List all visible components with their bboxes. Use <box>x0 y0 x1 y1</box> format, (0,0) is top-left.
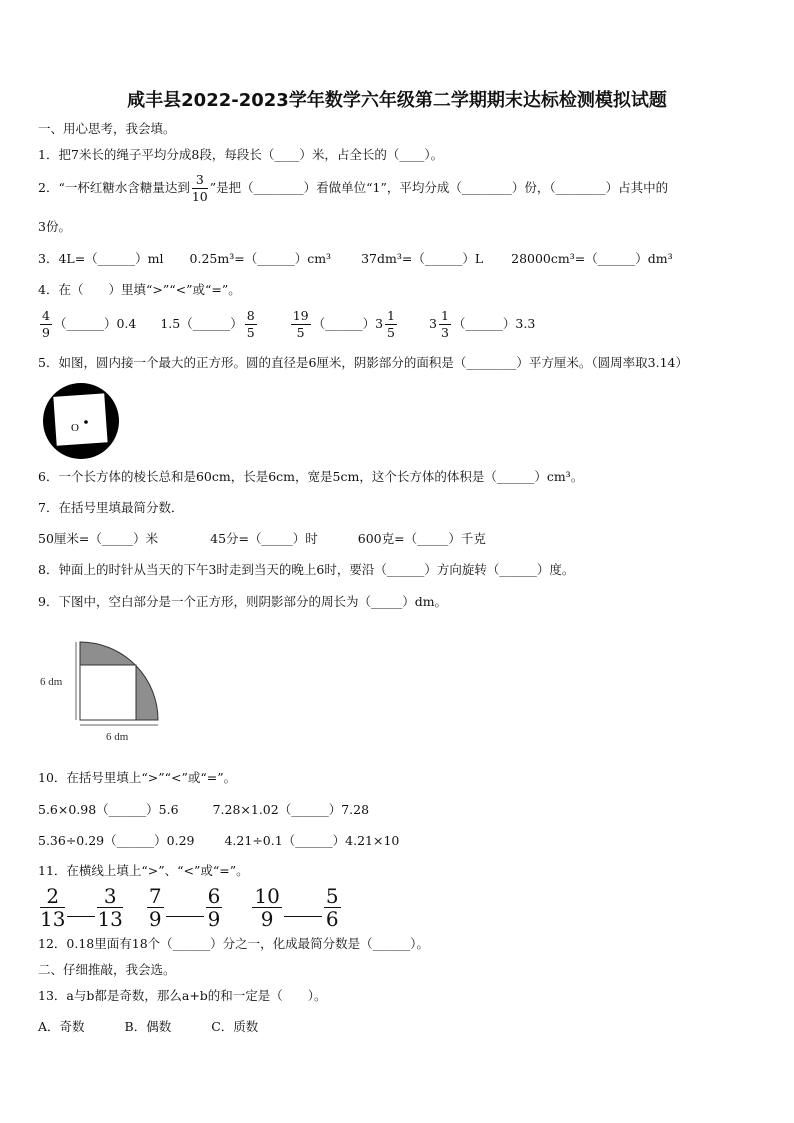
fraction-denominator: 13 <box>40 907 66 931</box>
question-2-pre: 2．“一杯红糖水含糖量达到 <box>38 180 190 195</box>
fraction-7-9 <box>147 885 164 930</box>
question-7-b: 45分=（_____）时 <box>210 531 318 546</box>
compare-blank <box>284 916 322 917</box>
question-2 <box>38 172 668 205</box>
option-c: C．质数 <box>211 1019 259 1034</box>
compare-blank <box>166 916 204 917</box>
question-2-continued: 3份。 <box>38 219 71 234</box>
fraction-numerator: 3 <box>97 885 122 908</box>
fraction-numerator: 2 <box>40 885 65 908</box>
question-4-stem: 4．在（ ）里填“>”“<”或“=”。 <box>38 282 241 297</box>
question-10-c: 5.36÷0.29（______）0.29 <box>38 833 195 848</box>
question-3-b: 0.25m³=（______）cm³ <box>189 251 332 266</box>
fraction-numerator: 7 <box>148 884 162 908</box>
section-1-heading: 一、用心思考，我会填。 <box>38 121 176 136</box>
question-10-row2 <box>38 833 399 849</box>
question-7-stem: 7．在括号里填最简分数． <box>38 500 184 515</box>
fraction-denominator: 5 <box>387 325 395 340</box>
question-3-d: 28000cm³=（______）dm³ <box>511 251 673 266</box>
fraction-numerator: 5 <box>325 884 339 908</box>
question-12: 12．0.18里面有18个（______）分之一，化成最简分数是（______）。 <box>38 936 429 951</box>
fraction-denominator: 6 <box>325 907 339 931</box>
circle-square-figure <box>40 382 122 460</box>
question-1: 1．把7米长的绳子平均分成8段，每段长（____）米，占全长的（____）。 <box>38 147 444 162</box>
fraction-8-5 <box>245 308 257 341</box>
blank-square <box>80 665 136 720</box>
fraction-numerator: 10 <box>254 884 280 908</box>
fraction-denominator: 9 <box>207 907 221 931</box>
question-7-items <box>38 531 486 547</box>
question-4-item4-rest: （______）3.3 <box>452 316 536 331</box>
question-7-a: 50厘米=（_____）米 <box>38 531 159 546</box>
center-point <box>84 420 88 424</box>
fraction-4-9 <box>40 308 52 341</box>
fraction-denominator: 9 <box>148 907 162 931</box>
page-title: 咸丰县2022-2023学年数学六年级第二学期期末达标检测模拟试题 <box>127 90 667 111</box>
fraction-5-6 <box>324 885 341 930</box>
question-4-item3: （______）3 <box>312 316 384 331</box>
section-2-heading: 二、仔细推敲，我会选。 <box>38 962 176 977</box>
fraction-denominator: 5 <box>296 325 305 340</box>
question-13-stem: 13．a与b都是奇数，那么a+b的和一定是（ ）。 <box>38 988 327 1003</box>
question-10-b: 7.28×1.02（______）7.28 <box>212 802 370 817</box>
fraction-denominator: 3 <box>440 325 449 340</box>
fraction-numerator: 1 <box>440 308 449 323</box>
quarter-circle-figure <box>36 637 166 749</box>
fraction-numerator: 3 <box>192 172 208 189</box>
option-b: B．偶数 <box>124 1019 172 1034</box>
question-9: 9．下图中，空白部分是一个正方形，则阴影部分的周长为（_____）dm。 <box>38 594 448 609</box>
question-10-stem: 10．在括号里填上“>”“<”或“=”。 <box>38 770 237 785</box>
fraction-denominator: 9 <box>42 325 50 340</box>
bottom-label: 6 dm <box>106 731 129 743</box>
question-3-c: 37dm³=（______）L <box>361 251 484 266</box>
question-13-options <box>38 1019 258 1035</box>
fraction-19-5 <box>291 308 311 341</box>
fraction-6-9 <box>206 885 223 930</box>
question-10-a: 5.6×0.98（______）5.6 <box>38 802 179 817</box>
fraction-denominator: 13 <box>97 907 123 931</box>
fraction-denominator: 9 <box>260 907 274 931</box>
question-10-d: 4.21÷0.1（______）4.21×10 <box>224 833 400 848</box>
question-4-items <box>38 308 535 341</box>
question-3 <box>38 251 673 267</box>
fraction-numerator: 4 <box>42 308 50 323</box>
fraction-10-9 <box>252 885 281 930</box>
fraction-numerator: 8 <box>246 308 255 323</box>
question-6: 6．一个长方体的棱长总和是60cm，长是6cm，宽是5cm，这个长方体的体积是（______）cm³。 <box>38 469 584 484</box>
question-4-item4: 3 <box>429 316 437 331</box>
question-3-a: 3．4L=（______）ml <box>38 251 164 266</box>
fraction-numerator: 1 <box>387 308 395 323</box>
center-label: O <box>71 422 79 434</box>
compare-blank <box>67 916 95 917</box>
inscribed-square <box>53 393 107 445</box>
question-2-post: ”是把（________）看做单位“1”，平均分成（________）份，（________）占其中的 <box>209 180 669 195</box>
fraction-denominator: 10 <box>191 189 208 204</box>
question-11-stem: 11．在横线上填上“>”、“<”或“=”。 <box>38 863 249 878</box>
question-5: 5．如图，圆内接一个最大的正方形。圆的直径是6厘米，阴影部分的面积是（________）平方厘米。（圆周率取3.14） <box>38 355 688 370</box>
fraction-denominator: 5 <box>246 325 255 340</box>
side-label: 6 dm <box>40 676 63 688</box>
question-8: 8．钟面上的时针从当天的下午3时走到当天的晚上6时，要沿（______）方向旋转（______）度。 <box>38 562 575 577</box>
question-10-row1 <box>38 802 369 818</box>
fraction-2-13 <box>40 885 65 930</box>
fraction-1-5 <box>385 308 397 341</box>
option-a: A．奇数 <box>38 1019 85 1034</box>
question-11-items <box>38 885 343 930</box>
fraction-numerator: 19 <box>292 308 309 323</box>
question-4-item1: （______）0.4 <box>53 316 137 331</box>
fraction-3-13 <box>97 885 122 930</box>
fraction-3-10 <box>192 172 208 205</box>
fraction-1-3 <box>439 308 451 341</box>
question-4-item2: 1.5（______） <box>160 316 243 331</box>
fraction-numerator: 6 <box>207 884 221 908</box>
question-7-c: 600克=（_____）千克 <box>357 531 486 546</box>
